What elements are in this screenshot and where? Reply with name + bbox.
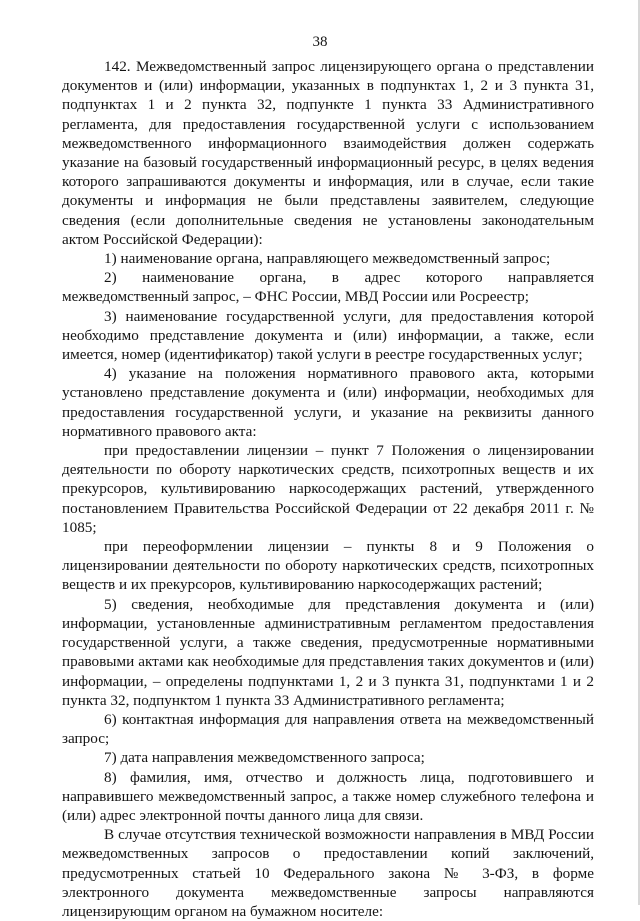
paragraph-item-1: 1) наименование органа, направляющего межведомственный запрос;: [104, 250, 551, 268]
paragraph-item-6: 6) контактная информация для направления ответа на межведомственный запрос;: [62, 710, 594, 748]
paragraph-item-2: 2) наименование органа, в адрес которого направляется межведомственный запрос, – ФНС России, МВД России или Росреестр;: [62, 269, 594, 306]
paragraph-license-reissue: при переоформлении лицензии – пункты 8 и 9 Положения о лицензировании деятельности по обороту наркотических средств, психотропных веществ и их прекурсоров, культивированию наркосодержащих растений;: [62, 538, 594, 594]
paragraph-license-grant: при предоставлении лицензии – пункт 7 Положения о лицензировании деятельности по обороту наркотических средств, психотропных веществ и их прекурсоров, культивированию наркосодержащих растений, утвержденного постановлением Правительства Российской Федерации от 22 декабря 2011 г. № 1085;: [62, 442, 594, 536]
paragraph-item-3: 3) наименование государственной услуги, для предоставления которой необходимо представление документа и (или) информации, а также, если имеется, номер (идентификатор) такой услуги в реестре государственных услуг;: [62, 307, 594, 364]
paragraph-paper-request: В случае отсутствия технической возможности направления в МВД России межведомственных запросов о предоставлении копий заключений, предусмотренных статьей 10 Федерального закона № 3-ФЗ, в форме электронного документа межведомственные запросы направляются лицензирующим органом на бумажном носителе:: [62, 826, 594, 920]
paragraph-item-5: 5) сведения, необходимые для представления документа и (или) информации, установленные административным регламентом предоставления государственной услуги, а также сведения, предусмотренные нормативными правовыми актами как необходимые для представления таких документов и (или) информации, – определены подпунктами 1, 2 и 3 пункта 31, подпунктами 1 и 2 пункта 32, подпунктом 1 пункта 33 Административного регламента;: [62, 595, 594, 709]
paragraph-intro: 142. Межведомственный запрос лицензирующего органа о представлении документов и (или) информации, указанных в подпунктах 1, 2 и 3 пункта 31, подпунктах 1 и 2 пункта 32, подпункте 1 пункта 33 Административного регламента, для предоставления государственной услуги с использованием межведомственного информационного взаимодействия должен содержать указание на базовый государственный информационный ресурс, в целях ведения которого запрашиваются документы и информация, или в случае, если такие документы и информация не были представлены заявителем, следующие сведения (если дополнительные сведения не установлены законодательным актом Российской Федерации):: [62, 58, 594, 248]
paragraph-item-7: 7) дата направления межведомственного запроса;: [104, 749, 425, 767]
document-body: [62, 57, 594, 921]
paragraph-item-8: 8) фамилия, имя, отчество и должность лица, подготовившего и направившего межведомственный запрос, а также номер служебного телефона и (или) адрес электронной почты данного лица для связи.: [62, 768, 594, 824]
page-number: 38: [312, 34, 328, 50]
paragraph-item-4: 4) указание на положения нормативного правового акта, которыми установлено представление документа и (или) информации, необходимых для предоставления государственной услуги, и указание на реквизиты данного нормативного правового акта:: [62, 365, 594, 440]
